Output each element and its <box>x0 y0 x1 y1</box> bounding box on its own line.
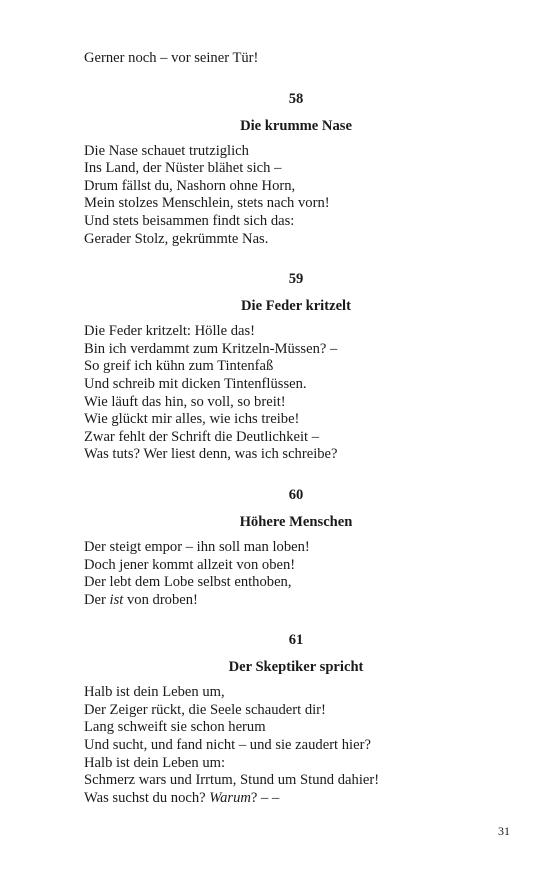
line-text: Was suchst du noch? <box>84 789 210 806</box>
text-column <box>84 50 508 807</box>
poem-line: Was tuts? Wer liest denn, was ich schreibe? <box>84 446 338 463</box>
poem-line: Und stets beisammen findt sich das: <box>84 212 295 229</box>
poem-line: Zwar fehlt der Schrift die Deutlichkeit – <box>84 428 320 445</box>
poem-line: Wie läuft das hin, so voll, so breit! <box>84 393 286 410</box>
poem-body <box>84 323 508 464</box>
poem-body <box>84 143 508 249</box>
poem-title: Höhere Menschen <box>239 513 353 530</box>
line-text: von droben! <box>123 591 198 608</box>
emphasized-word: ist <box>109 591 124 608</box>
poem-58 <box>84 68 508 249</box>
poem-number: 61 <box>288 632 304 649</box>
intro-line: Gerner noch – vor seiner Tür! <box>84 50 259 66</box>
poem-line: Doch jener kommt allzeit von oben! <box>84 556 296 573</box>
poem-line: Gerader Stolz, gekrümmte Nas. <box>84 230 269 247</box>
poem-line: Und sucht, und fand nicht – und sie zaudert hier? <box>84 737 371 754</box>
poem-line <box>84 790 508 808</box>
poem-line: Der steigt empor – ihn soll man loben! <box>84 538 310 555</box>
poem-title: Die krumme Nase <box>240 117 352 134</box>
poem-title: Die Feder kritzelt <box>241 298 351 315</box>
poem-line: Und schreib mit dicken Tintenflüssen. <box>84 375 307 392</box>
poem-line: So greif ich kühn zum Tintenfaß <box>84 358 274 375</box>
poem-60 <box>84 464 508 609</box>
poem-line <box>84 592 508 610</box>
poem-body <box>84 684 508 807</box>
poem-line: Wie glückt mir alles, wie ichs treibe! <box>84 411 300 428</box>
poem-line: Die Feder kritzelt: Hölle das! <box>84 323 256 340</box>
emphasized-word: Warum <box>209 789 251 806</box>
poem-line: Halb ist dein Leben um: <box>84 754 226 771</box>
poem-61 <box>84 609 508 807</box>
poem-title: Der Skeptiker spricht <box>228 659 364 676</box>
poem-line: Die Nase schauet trutziglich <box>84 142 249 159</box>
poem-line: Mein stolzes Menschlein, stets nach vorn! <box>84 195 330 212</box>
page-number: 31 <box>498 824 510 838</box>
poem-line: Schmerz wars und Irrtum, Stund um Stund dahier! <box>84 772 380 789</box>
line-text: ? – – <box>250 789 280 806</box>
poem-59 <box>84 248 508 464</box>
poem-number: 58 <box>288 90 304 107</box>
poem-line: Der Zeiger rückt, die Seele schaudert dir! <box>84 701 326 718</box>
line-text: Der <box>84 591 110 608</box>
poem-line: Lang schweift sie schon herum <box>84 719 266 736</box>
poem-line: Drum fällst du, Nashorn ohne Horn, <box>84 177 296 194</box>
poem-line: Halb ist dein Leben um, <box>84 684 225 701</box>
poem-line: Ins Land, der Nüster blähet sich – <box>84 160 282 177</box>
poem-number: 60 <box>288 486 304 503</box>
poem-line: Der lebt dem Lobe selbst enthoben, <box>84 574 292 591</box>
poem-line: Bin ich verdammt zum Kritzeln-Müssen? – <box>84 340 338 357</box>
poem-body <box>84 539 508 609</box>
poem-number: 59 <box>288 271 304 288</box>
